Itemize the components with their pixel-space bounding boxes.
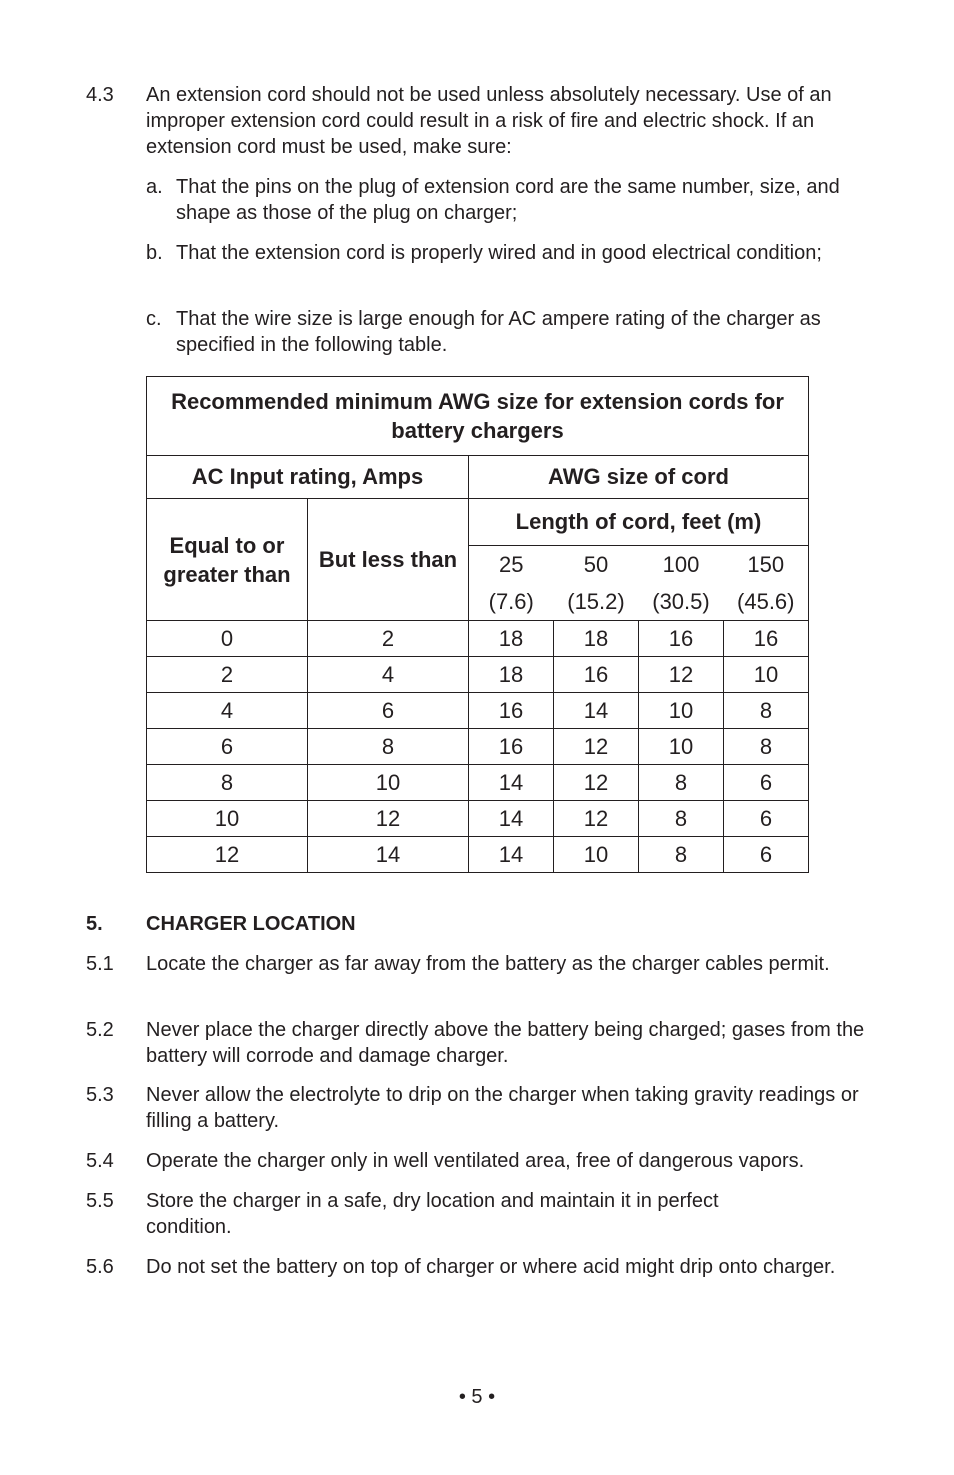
length-feet: 100	[662, 552, 700, 577]
table-row	[147, 837, 809, 873]
section-text: Never allow the electrolyte to drip on the charger when taking gravity readings or filling a battery.	[146, 1084, 859, 1132]
section-number: 5.	[86, 913, 103, 935]
section-number: 5.4	[86, 1150, 114, 1172]
table-cell: 14	[308, 837, 469, 873]
table-cell: 8	[639, 765, 724, 801]
table-cell: 16	[469, 693, 554, 729]
awg-size-header: AWG size of cord	[469, 456, 809, 499]
table-cell: 12	[147, 837, 308, 873]
table-row	[147, 693, 809, 729]
section-5-2	[86, 1017, 876, 1069]
table-cell: 2	[147, 657, 308, 693]
section-text: Operate the charger only in well ventilated area, free of dangerous vapors.	[146, 1150, 805, 1172]
section-number: 5.5	[86, 1190, 114, 1212]
table-cell: 6	[147, 729, 308, 765]
table-cell: 4	[308, 657, 469, 693]
table-cell: 6	[724, 801, 809, 837]
page-number: • 5 •	[458, 1386, 496, 1408]
table-row	[147, 801, 809, 837]
section-title: CHARGER LOCATION	[146, 913, 356, 935]
section-4-3	[86, 82, 876, 160]
table-cell: 14	[469, 837, 554, 873]
awg-size-table	[146, 376, 809, 873]
list-letter: a.	[146, 176, 163, 198]
table-cell: 12	[554, 729, 639, 765]
length-header: Length of cord, feet (m)	[469, 499, 809, 546]
list-letter: b.	[146, 242, 163, 264]
table-cell: 12	[308, 801, 469, 837]
table-cell: 12	[554, 765, 639, 801]
length-meters: (15.2)	[567, 589, 625, 614]
section-5-3	[86, 1082, 876, 1134]
length-meters: (7.6)	[488, 589, 534, 614]
section-text: Never place the charger directly above the battery being charged; gases from the battery will corrode and damage charger.	[146, 1019, 865, 1067]
table-cell: 12	[554, 801, 639, 837]
table-cell: 10	[639, 693, 724, 729]
table-cell: 2	[308, 621, 469, 657]
length-meters: (30.5)	[652, 589, 710, 614]
length-col-25	[469, 546, 554, 621]
table-cell: 6	[724, 765, 809, 801]
length-feet: 150	[747, 552, 785, 577]
list-item-b	[146, 240, 866, 266]
table-cell: 8	[639, 837, 724, 873]
section-number: 5.3	[86, 1084, 114, 1106]
table-cell: 18	[469, 621, 554, 657]
table-cell: 8	[147, 765, 308, 801]
list-text: That the pins on the plug of extension cord are the same number, size, and shape as those of the plug on charger;	[176, 176, 840, 224]
table-cell: 14	[554, 693, 639, 729]
table-row	[147, 657, 809, 693]
section-number: 5.1	[86, 953, 114, 975]
section-number: 4.3	[86, 84, 114, 106]
table-cell: 18	[469, 657, 554, 693]
table-cell: 4	[147, 693, 308, 729]
table-cell: 18	[554, 621, 639, 657]
section-text: An extension cord should not be used unless absolutely necessary. Use of an improper extension cord could result in a risk of fire and electric shock. If an extension cord must be used, make sure:	[146, 84, 832, 158]
length-feet: 25	[499, 552, 524, 577]
table-cell: 14	[469, 801, 554, 837]
table-title: Recommended minimum AWG size for extension cords for battery chargers	[147, 377, 809, 456]
section-5-6	[86, 1254, 876, 1280]
table-cell: 10	[639, 729, 724, 765]
ac-input-header: AC Input rating, Amps	[147, 456, 469, 499]
length-col-100	[639, 546, 724, 621]
table-cell: 16	[554, 657, 639, 693]
table-cell: 16	[724, 621, 809, 657]
table-row	[147, 621, 809, 657]
length-col-50	[554, 546, 639, 621]
list-letter: c.	[146, 308, 162, 330]
table-cell: 10	[308, 765, 469, 801]
list-item-a	[146, 174, 866, 226]
table-cell: 8	[308, 729, 469, 765]
table-row	[147, 765, 809, 801]
table-cell: 8	[639, 801, 724, 837]
list-text: That the wire size is large enough for AC ampere rating of the charger as specified in the following table.	[176, 308, 821, 356]
table-cell: 8	[724, 693, 809, 729]
length-meters: (45.6)	[737, 589, 795, 614]
table-cell: 16	[469, 729, 554, 765]
list-item-c	[146, 306, 866, 358]
table-cell: 12	[639, 657, 724, 693]
length-col-150	[724, 546, 809, 621]
table-cell: 6	[724, 837, 809, 873]
col-equal-header: Equal to or greater than	[147, 499, 308, 621]
table-cell: 10	[554, 837, 639, 873]
section-5-1	[86, 951, 876, 977]
section-5-4	[86, 1148, 886, 1174]
section-text: Locate the charger as far away from the battery as the charger cables permit.	[146, 953, 830, 975]
table-cell: 6	[308, 693, 469, 729]
section-number: 5.6	[86, 1256, 114, 1278]
section-5-5	[86, 1188, 876, 1240]
table-cell: 14	[469, 765, 554, 801]
table-row	[147, 729, 809, 765]
section-text: Store the charger in a safe, dry location and maintain it in perfect condition.	[146, 1190, 719, 1238]
table-cell: 16	[639, 621, 724, 657]
length-feet: 50	[583, 552, 609, 577]
section-5-heading	[86, 911, 876, 937]
table-cell: 0	[147, 621, 308, 657]
col-less-header: But less than	[308, 499, 469, 621]
table-cell: 10	[724, 657, 809, 693]
section-number: 5.2	[86, 1019, 114, 1041]
list-text: That the extension cord is properly wired and in good electrical condition;	[176, 242, 822, 264]
table-cell: 10	[147, 801, 308, 837]
table-cell: 8	[724, 729, 809, 765]
section-text: Do not set the battery on top of charger or where acid might drip onto charger.	[146, 1256, 836, 1278]
